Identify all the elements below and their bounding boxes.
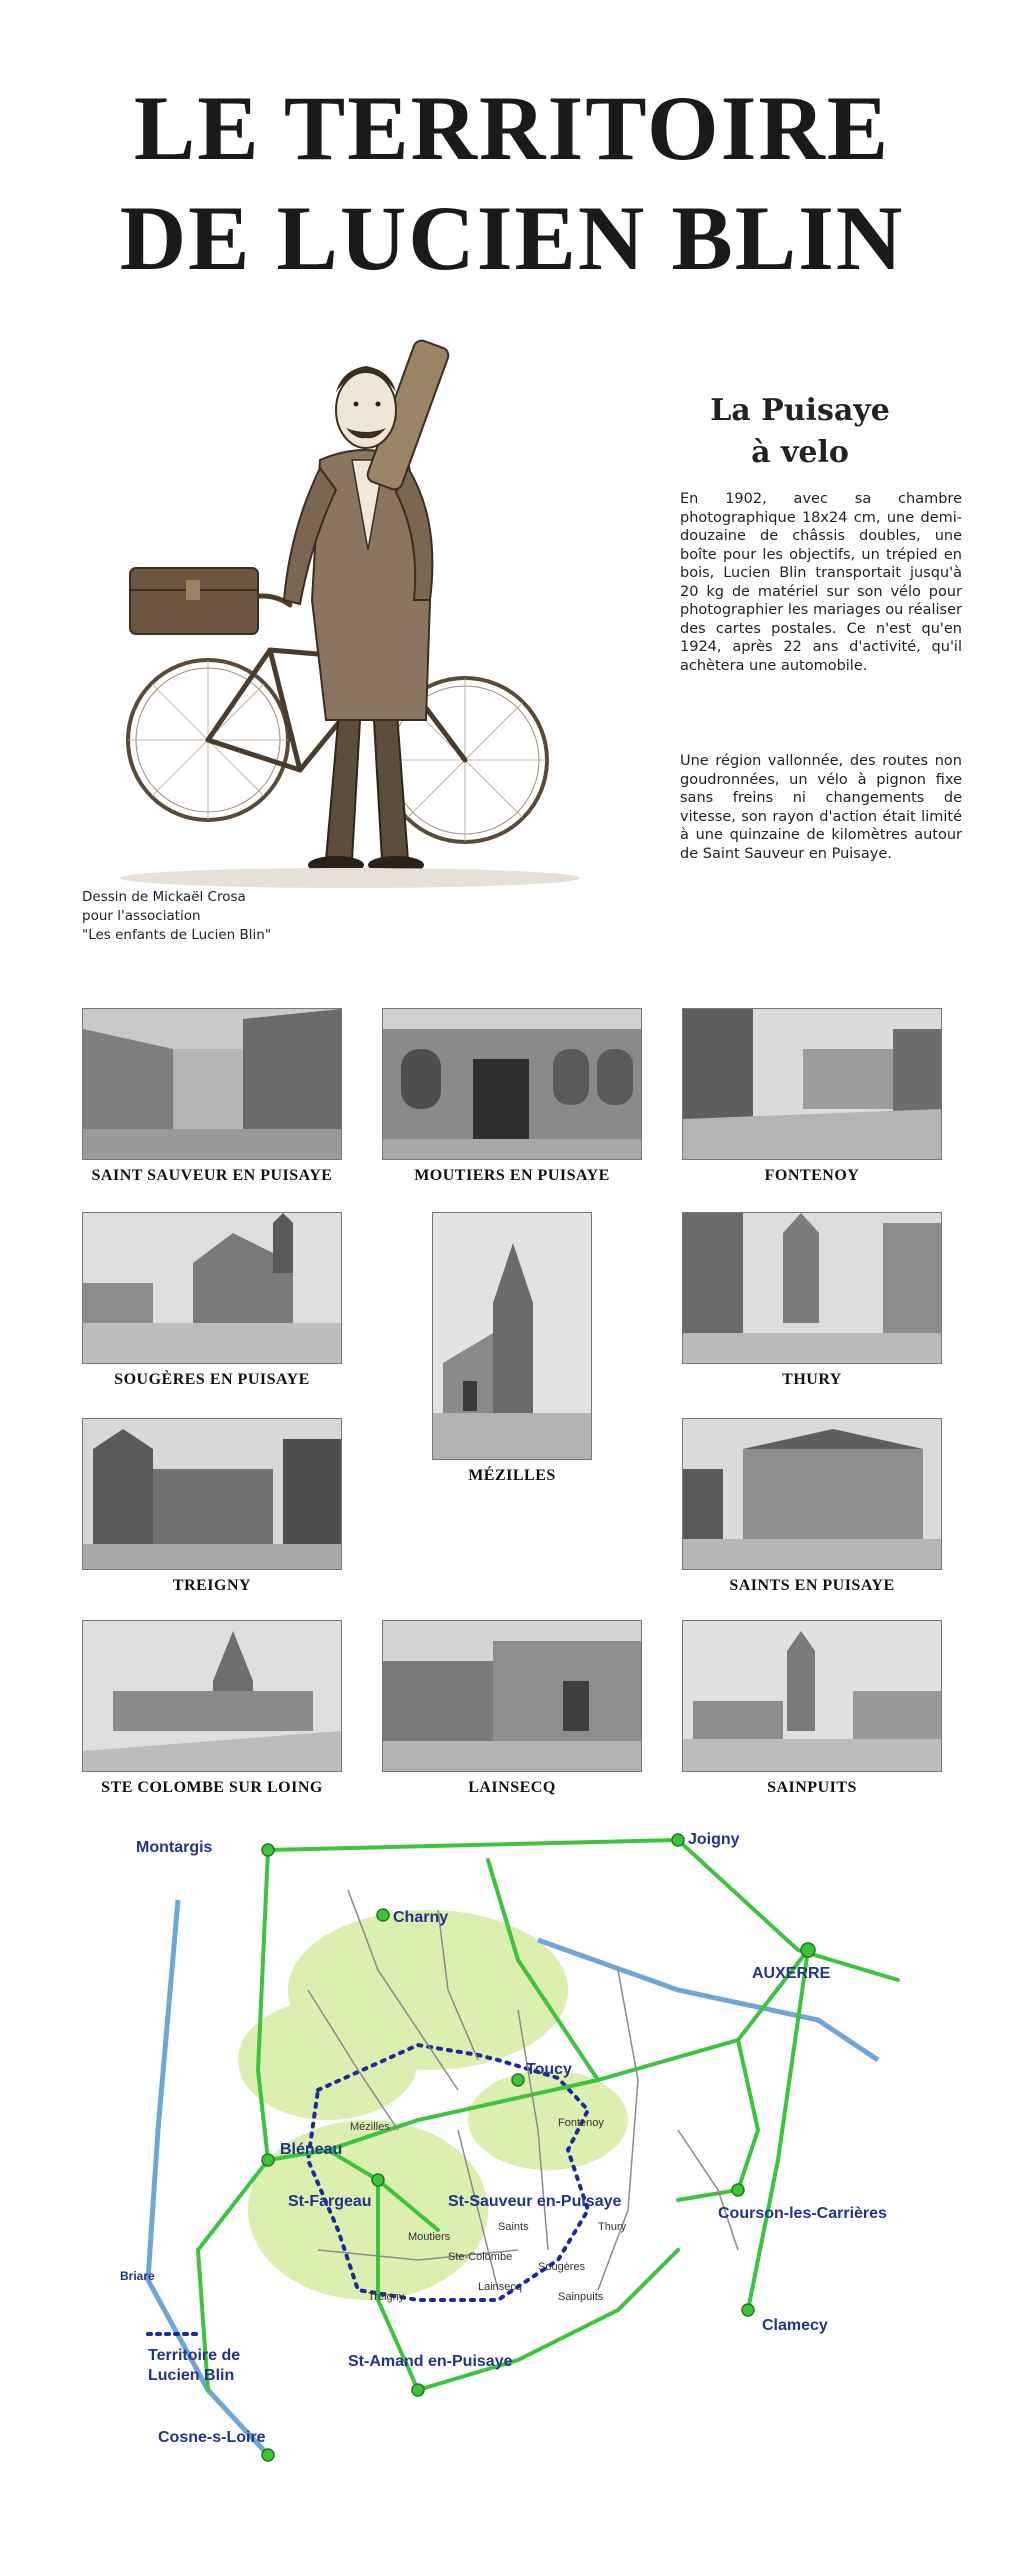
photo-card-saint-sauveur	[82, 1008, 342, 1185]
photo-fontenoy	[682, 1008, 942, 1160]
town-thury: Thury	[598, 2221, 627, 2233]
photo-card-lainsecq	[382, 1620, 642, 1797]
photo-label: STE COLOMBE SUR LOING	[101, 1779, 323, 1796]
town-toucy: Toucy	[526, 2061, 572, 2078]
section-title-line2: à velo	[751, 435, 849, 470]
photo-label: TREIGNY	[172, 1577, 252, 1594]
town-mezilles: Mézilles	[350, 2121, 390, 2133]
photo-label: SAINPUITS	[767, 1779, 857, 1796]
town-montargis: Montargis	[136, 1839, 213, 1856]
photo-label: MOUTIERS EN PUISAYE	[414, 1167, 610, 1184]
town-st-amand: St-Amand en-Puisaye	[348, 2353, 513, 2370]
photo-card-fontenoy	[682, 1008, 942, 1185]
paragraph-region: Une région vallonnée, des routes non goudronnées, un vélo à pignon fixe sans freins ni changements de vitesse, son rayon d'action était limité à une quinzaine de kilomètres autour de Saint Sauveur en Puisaye.	[680, 753, 962, 862]
photo-card-thury	[682, 1212, 942, 1389]
photo-card-mezilles	[432, 1212, 592, 1485]
town-bleneau: Bléneau	[280, 2141, 343, 2158]
photo-sougeres	[82, 1212, 342, 1364]
town-st-sauveur: St-Sauveur en-Puisaye	[448, 2193, 622, 2210]
photo-thury	[682, 1212, 942, 1364]
photo-card-saints	[682, 1418, 942, 1595]
photo-label: THURY	[782, 1371, 842, 1388]
cyclist-illustration	[90, 300, 610, 910]
photo-label: MÉZILLES	[468, 1467, 556, 1484]
section-title	[660, 390, 940, 474]
town-briare: Briare	[120, 2269, 155, 2283]
illustration-caption	[82, 888, 342, 945]
town-lainsecq: Lainsecq	[478, 2281, 523, 2293]
photo-card-moutiers	[382, 1008, 642, 1185]
town-auxerre: AUXERRE	[752, 1965, 831, 1982]
photo-label: SAINTS EN PUISAYE	[729, 1577, 895, 1594]
town-joigny: Joigny	[688, 1831, 740, 1848]
map-legend	[148, 2334, 240, 2384]
photo-lainsecq	[382, 1620, 642, 1772]
photo-label: SOUGÈRES EN PUISAYE	[114, 1371, 310, 1388]
town-sainpuits: Sainpuits	[558, 2291, 604, 2303]
photo-card-sainpuits	[682, 1620, 942, 1797]
photo-treigny	[82, 1418, 342, 1570]
town-moutiers: Moutiers	[408, 2231, 451, 2243]
town-cosne: Cosne-s-Loire	[158, 2429, 266, 2446]
photo-label: SAINT SAUVEUR EN PUISAYE	[91, 1167, 333, 1184]
photo-ste-colombe	[82, 1620, 342, 1772]
photo-sainpuits	[682, 1620, 942, 1772]
town-ste-colombe: Ste-Colombe	[448, 2251, 513, 2263]
town-st-fargeau: St-Fargeau	[288, 2193, 372, 2210]
caption-line: "Les enfants de Lucien Blin"	[82, 927, 272, 943]
page-title-line1: LE TERRITOIRE	[133, 77, 891, 179]
photo-card-ste-colombe	[82, 1620, 342, 1797]
photo-card-sougeres	[82, 1212, 342, 1389]
town-treigny: Treigny	[368, 2291, 405, 2303]
photo-card-treigny	[82, 1418, 342, 1595]
town-sougeres: Sougères	[538, 2261, 586, 2273]
town-fontenoy: Fontenoy	[558, 2117, 604, 2129]
town-charny: Charny	[393, 1909, 449, 1926]
photo-label: LAINSECQ	[468, 1779, 556, 1796]
legend-line2: Lucien Blin	[148, 2367, 235, 2384]
page-title-line2: DE LUCIEN BLIN	[119, 187, 905, 289]
legend-line1: Territoire de	[148, 2347, 241, 2364]
town-courson: Courson-les-Carrières	[718, 2205, 887, 2222]
town-clamecy: Clamecy	[762, 2317, 828, 2334]
photo-mezilles	[432, 1212, 592, 1460]
photo-label: FONTENOY	[764, 1167, 860, 1184]
section-title-line1: La Puisaye	[710, 393, 890, 428]
caption-line: Dessin de Mickaël Crosa	[82, 889, 246, 905]
photo-saint-sauveur	[82, 1008, 342, 1160]
caption-line: pour l'association	[82, 908, 201, 924]
region-map	[118, 1830, 918, 2470]
photo-saints	[682, 1418, 942, 1570]
photo-moutiers	[382, 1008, 642, 1160]
town-saints: Saints	[498, 2221, 529, 2233]
paragraph-equipment: En 1902, avec sa chambre photographique 18x24 cm, une demi-douzaine de châssis doubles, une boîte pour les objectifs, un trépied en bois, Lucien Blin transportait jusqu'à 20 kg de matériel sur son vélo pour photographier les mariages ou réaliser des cartes postales. Ce n'est qu'en 1924, après 22 ans d'activité, qu'il achètera une automobile.	[680, 491, 962, 674]
